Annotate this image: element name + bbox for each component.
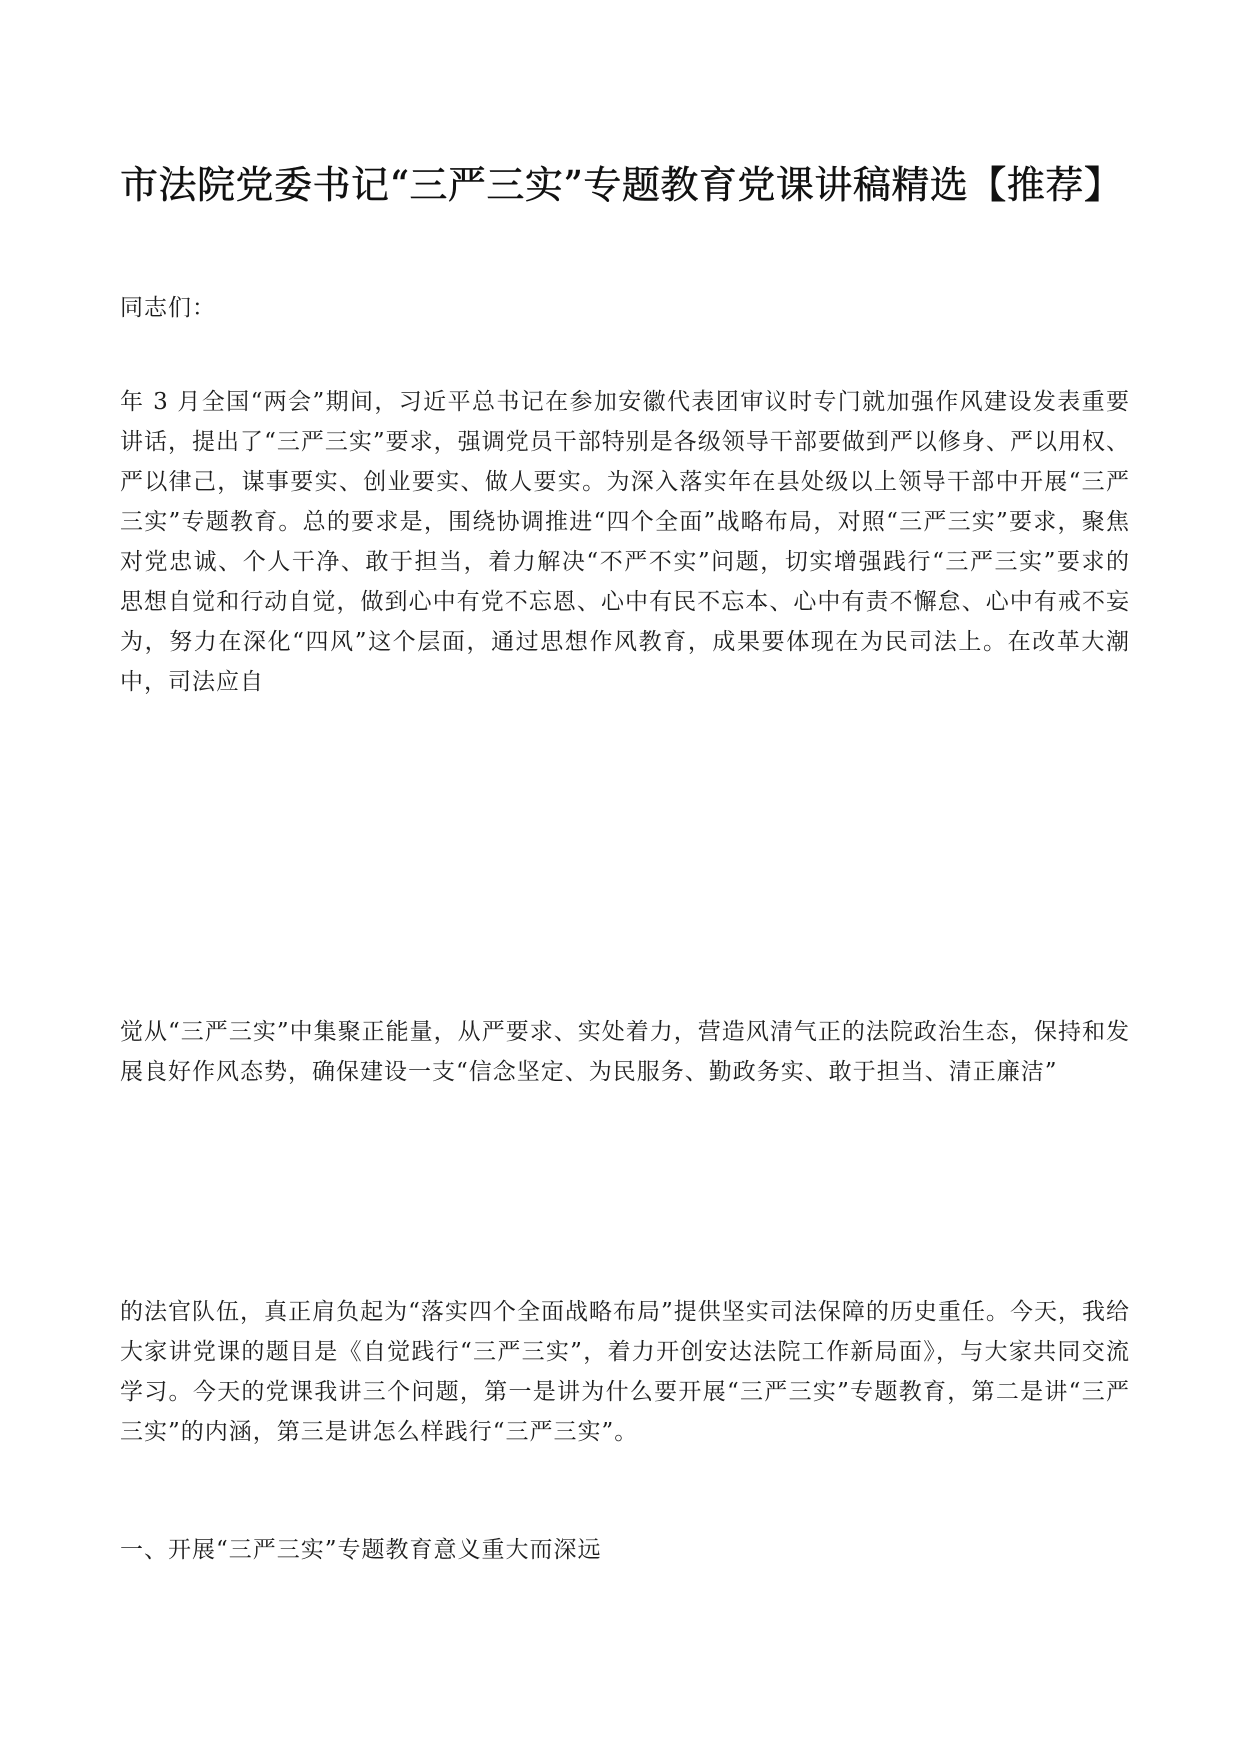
paragraph-3: 的法官队伍，真正肩负起为“落实四个全面战略布局”提供坚实司法保障的历史重任。今天，我给大家讲党课的题目是《自觉践行“三严三实”，着力开创安达法院工作新局面》，与大家共同交流学习。今天的党课我讲三个问题，第一是讲为什么要开展“三严三实”专题教育，第二是讲“三严三实”的内涵，第三是讲怎么样践行“三严三实”。 — [120, 1299, 1130, 1445]
document-title: 市法院党委书记“三严三实”专题教育党课讲稿精选【推荐】 — [120, 163, 1123, 207]
greeting: 同志们： — [120, 295, 216, 321]
section-heading: 一、开展“三严三实”专题教育意义重大而深远 — [120, 1537, 602, 1563]
paragraph-1: 年 3 月全国“两会”期间，习近平总书记在参加安徽代表团审议时专门就加强作风建设发表重要讲话，提出了“三严三实”要求，强调党员干部特别是各级领导干部要做到严以修身、严以用权、严以律己，谋事要实、创业要实、做人要实。为深入落实年在县处级以上领导干部中开展“三严三实”专题教育。总的要求是，围绕协调推进“四个全面”战略布局，对照“三严三实”要求，聚焦对党忠诚、个人干净、敢于担当，着力解决“不严不实”问题，切实增强践行“三严三实”要求的思想自觉和行动自觉，做到心中有党不忘恩、心中有民不忘本、心中有责不懈怠、心中有戒不妄为，努力在深化“四风”这个层面，通过思想作风教育，成果要体现在为民司法上。在改革大潮中，司法应自 — [120, 389, 1130, 695]
paragraph-2: 觉从“三严三实”中集聚正能量，从严要求、实处着力，营造风清气正的法院政治生态，保持和发展良好作风态势，确保建设一支“信念坚定、为民服务、勤政务实、敢于担当、清正廉洁” — [120, 1019, 1130, 1085]
